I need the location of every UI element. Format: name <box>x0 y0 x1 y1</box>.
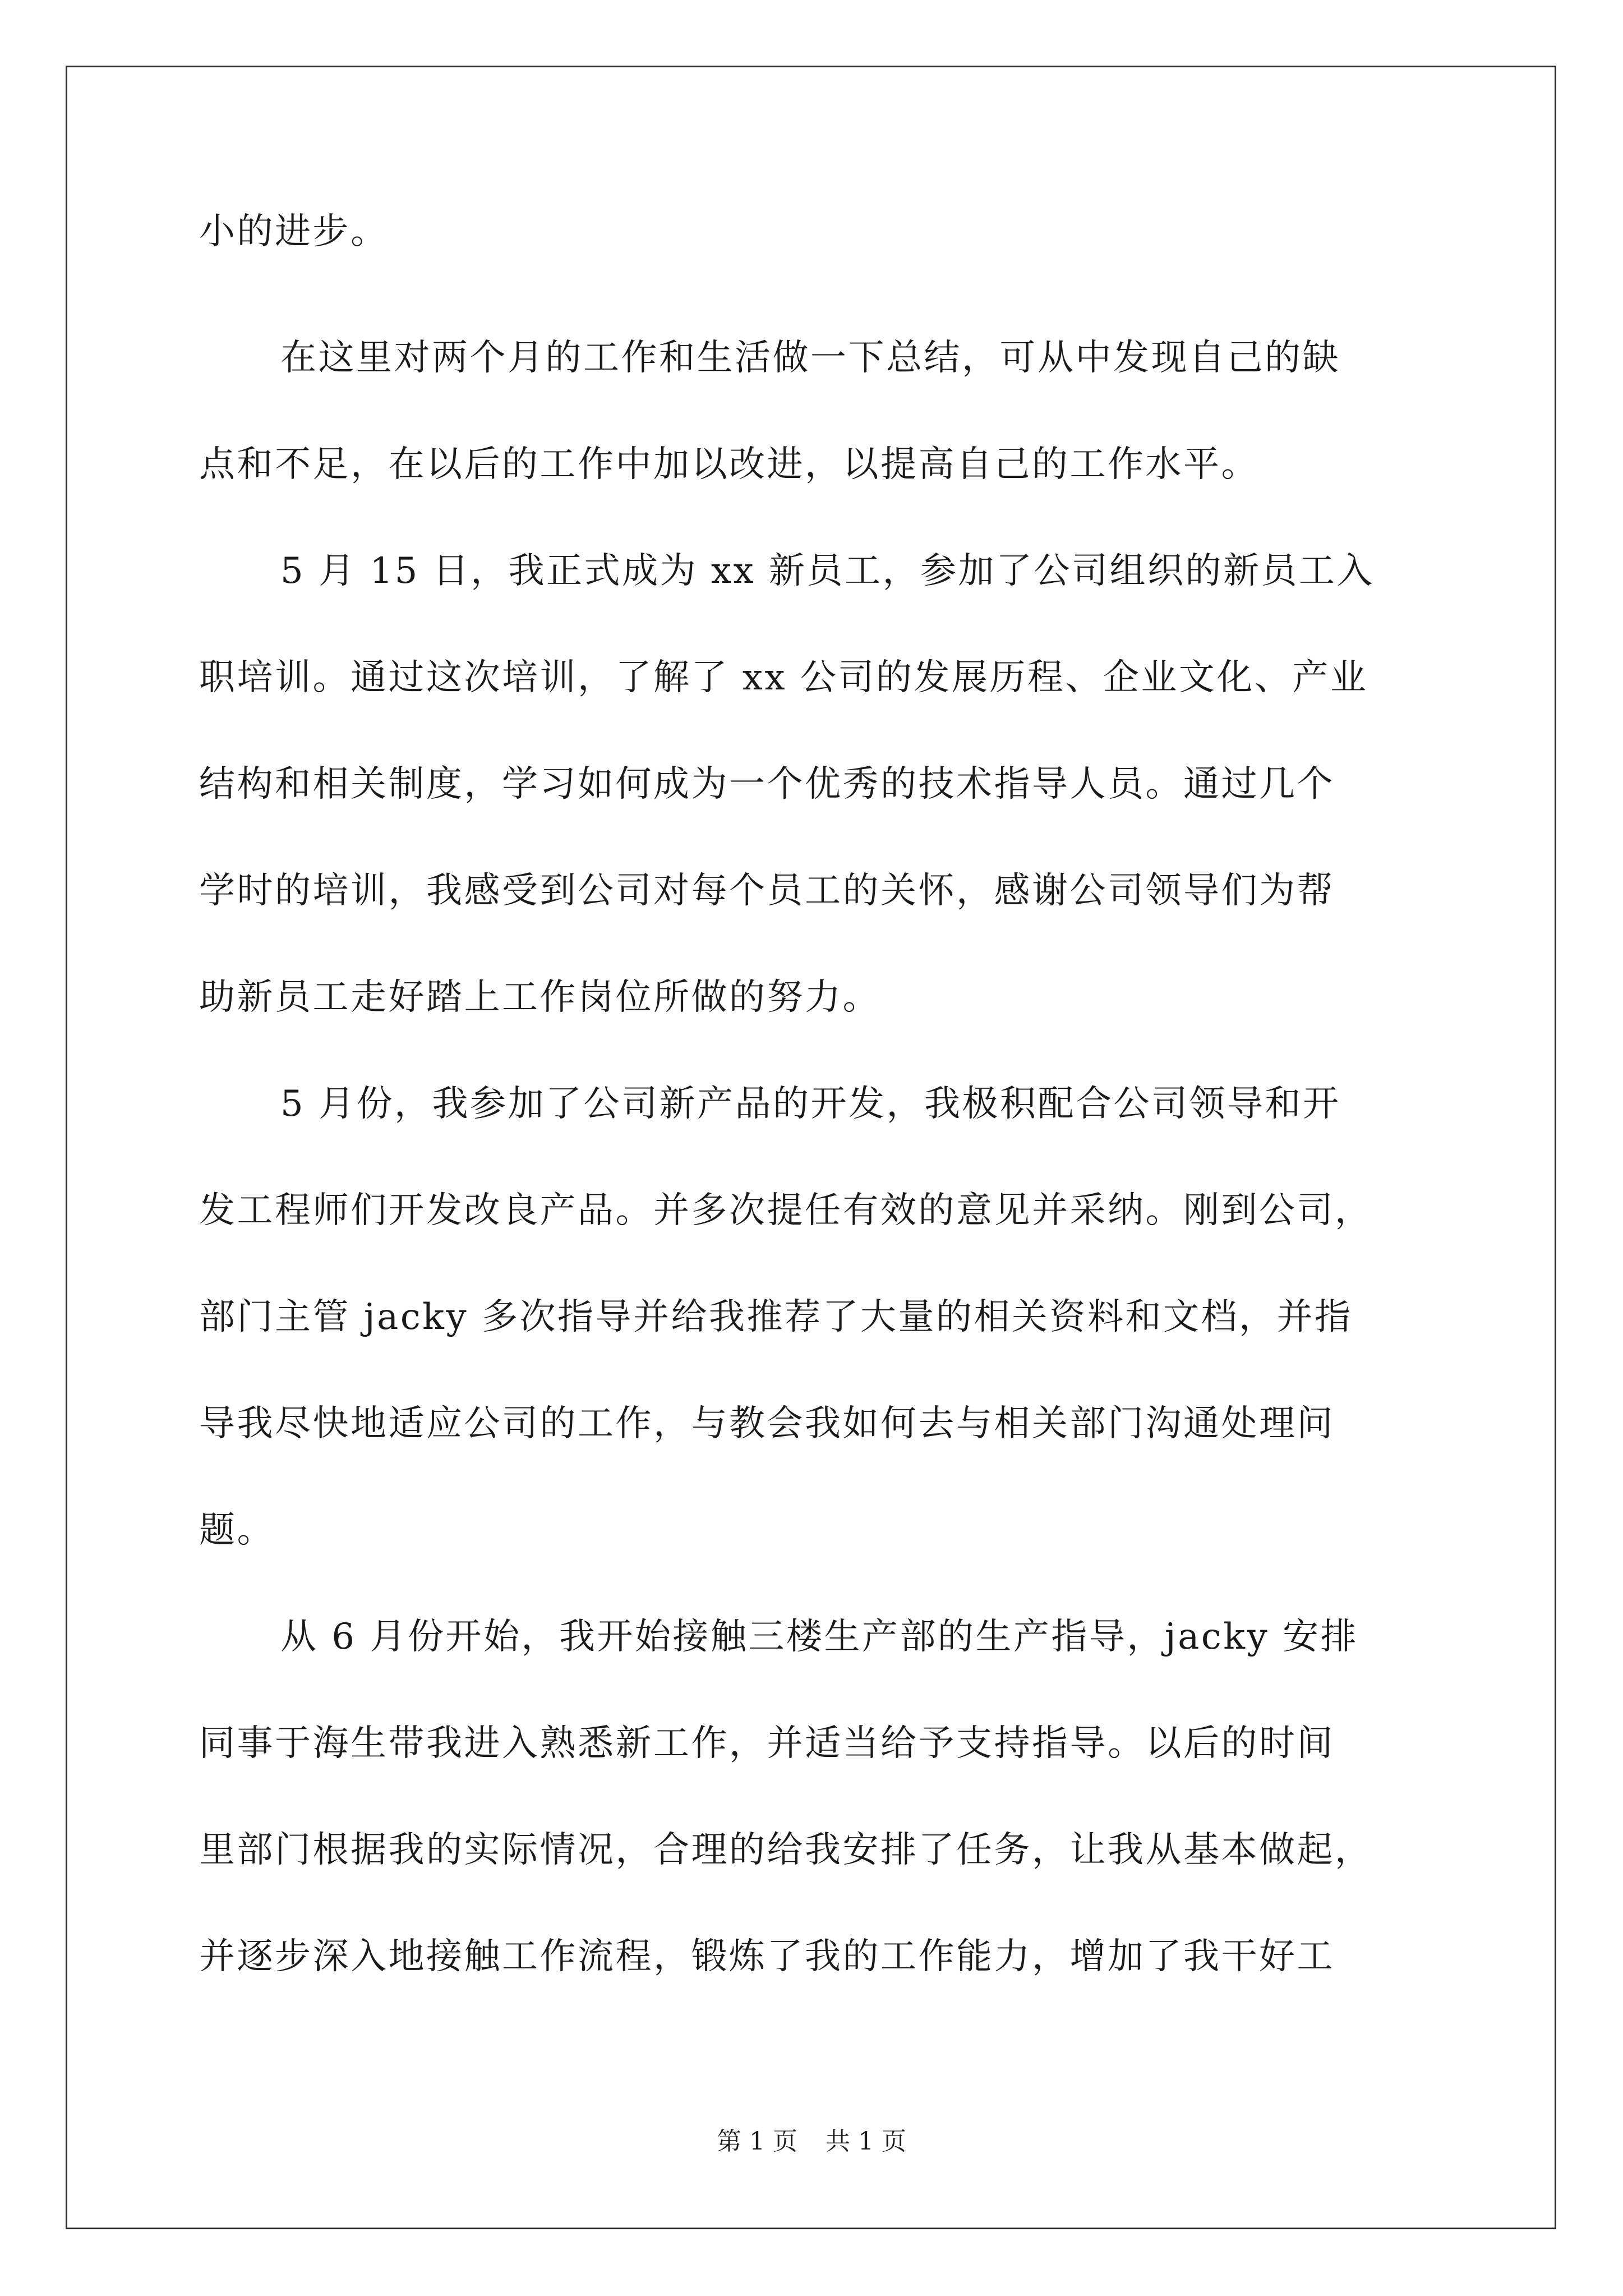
paragraph-line: 5 月 15 日，我正式成为 xx 新员工，参加了公司组织的新员工入 <box>280 550 1375 592</box>
page-number: 第 1 页 <box>717 2127 797 2156</box>
paragraph-line: 学时的培训，我感受到公司对每个员工的关怀，感谢公司领导们为帮 <box>199 870 1335 912</box>
paragraph-line: 同事于海生带我进入熟悉新工作，并适当给予支持指导。以后的时间 <box>199 1723 1335 1764</box>
paragraph-line: 助新员工走好踏上工作岗位所做的努力。 <box>199 977 880 1018</box>
paragraph-line: 在这里对两个月的工作和生活做一下总结，可从中发现自己的缺 <box>280 337 1340 379</box>
paragraph-line: 从 6 月份开始，我开始接触三楼生产部的生产指导，jacky 安排 <box>280 1616 1359 1658</box>
page-total: 共 1 页 <box>826 2127 906 2156</box>
paragraph-line: 小的进步。 <box>199 211 389 252</box>
page-footer <box>0 2126 1623 2157</box>
paragraph-line: 职培训。通过这次培训，了解了 xx 公司的发展历程、企业文化、产业 <box>199 657 1368 698</box>
paragraph-line: 导我尽快地适应公司的工作，与教会我如何去与相关部门沟通处理问 <box>199 1403 1335 1444</box>
paragraph-line: 5 月份，我参加了公司新产品的开发，我极积配合公司领导和开 <box>280 1083 1341 1125</box>
page-border <box>66 66 1556 2229</box>
paragraph-line: 里部门根据我的实际情况，合理的给我安排了任务，让我从基本做起， <box>199 1829 1373 1871</box>
paragraph-line: 发工程师们开发改良产品。并多次提任有效的意见并采纳。刚到公司， <box>199 1190 1373 1231</box>
paragraph-line: 题。 <box>199 1510 275 1551</box>
paragraph-line: 并逐步深入地接触工作流程，锻炼了我的工作能力，增加了我干好工 <box>199 1936 1335 1977</box>
paragraph-line: 部门主管 jacky 多次指导并给我推荐了大量的相关资料和文档，并指 <box>199 1296 1353 1338</box>
paragraph-line: 结构和相关制度，学习如何成为一个优秀的技术指导人员。通过几个 <box>199 763 1335 805</box>
paragraph-line: 点和不足，在以后的工作中加以改进，以提高自己的工作水平。 <box>199 444 1259 485</box>
